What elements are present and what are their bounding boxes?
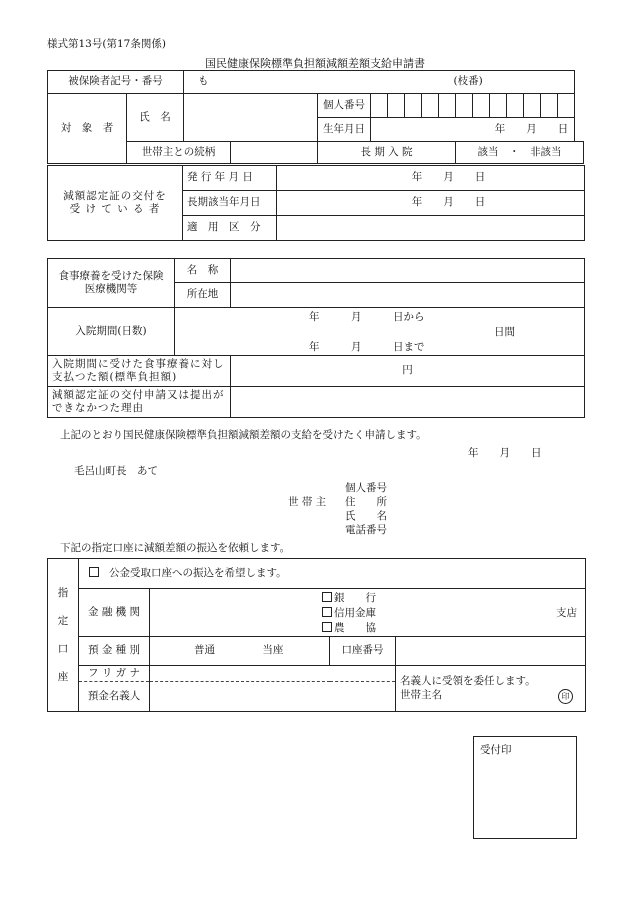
institution-label: 食事療養を受けた保険医療機関等 xyxy=(48,259,175,308)
paid-label: 入院期間に受けた食事療養に対し支払つた額(標準負担額) xyxy=(48,356,231,387)
public-account-checkbox[interactable] xyxy=(89,567,99,577)
delegate-text: 名義人に受領を委任します。 xyxy=(400,675,536,688)
head-personal-number-label: 個人番号 xyxy=(345,482,387,494)
reason-field[interactable] xyxy=(231,387,585,418)
stay-period-field[interactable] xyxy=(175,308,585,356)
stay-to: 年 月 日まで xyxy=(309,340,425,353)
certificate-table xyxy=(47,165,585,241)
reason-label: 減額認定証の交付申請又は提出ができなかつた理由 xyxy=(48,387,231,418)
long-term-date-field[interactable]: 年 月 日 xyxy=(277,191,585,216)
institution-address-field[interactable] xyxy=(231,283,585,308)
declaration-text: 上記のとおり国民健康保険標準負担額減額差額の支給を受けたく申請します。 xyxy=(60,429,427,441)
public-account-option[interactable] xyxy=(79,559,586,589)
category-label: 適 用 区 分 xyxy=(183,216,277,241)
holder-label: 預金名義人 xyxy=(79,682,150,712)
head-name-row[interactable] xyxy=(400,689,581,702)
bank-label: 金 融 機 関 xyxy=(79,589,150,637)
personal-number-digit[interactable] xyxy=(405,94,422,118)
form-title: 国民健康保険標準負担額減額差額支給申請書 xyxy=(205,57,425,70)
stay-from: 年 月 日から xyxy=(309,310,425,323)
bank-option-label: 信用金庫 xyxy=(334,606,376,619)
account-side-label xyxy=(48,559,79,712)
personal-number-digit[interactable] xyxy=(558,94,575,118)
certificate-label: 減額認定証の交付を受 け て い る 者 xyxy=(48,166,183,241)
account-table xyxy=(47,558,586,712)
declaration-date[interactable]: 年 月 日 xyxy=(468,447,542,459)
head-label: 世 帯 主 xyxy=(288,496,327,508)
personal-number-digit[interactable] xyxy=(388,94,405,118)
subject-table xyxy=(47,70,584,164)
bank-option-bank[interactable] xyxy=(322,592,376,605)
form-style-number: 様式第13号(第17条関係) xyxy=(47,38,166,50)
personal-number-digit[interactable] xyxy=(524,94,541,118)
bank-option-label: 農 協 xyxy=(334,621,376,634)
paid-amount-field[interactable]: 円 xyxy=(231,356,585,387)
bank-checkbox[interactable] xyxy=(322,592,332,602)
branch-label: 支店 xyxy=(556,606,577,619)
delegate-cell xyxy=(396,666,586,712)
seal-mark: 印 xyxy=(558,689,573,704)
insured-number-field[interactable] xyxy=(184,71,575,94)
side-char: 座 xyxy=(57,671,69,683)
bank-field[interactable] xyxy=(150,589,586,637)
bank-option-ja[interactable] xyxy=(322,622,376,635)
side-char: 指 xyxy=(57,587,69,599)
institution-name-label: 名 称 xyxy=(175,259,231,283)
holder-field[interactable] xyxy=(150,682,396,712)
birthdate-label: 生年月日 xyxy=(318,118,371,142)
personal-number-digit[interactable] xyxy=(439,94,456,118)
institution-address-label: 所在地 xyxy=(175,283,231,308)
type-current[interactable]: 当座 xyxy=(262,644,284,657)
account-type-field[interactable] xyxy=(150,637,330,666)
insured-prefix: も xyxy=(198,75,209,88)
furigana-label: フ リ ガ ナ xyxy=(79,666,150,682)
shinkin-checkbox[interactable] xyxy=(322,607,332,617)
name-label: 氏 名 xyxy=(127,94,184,142)
public-account-text: 公金受取口座への振込を希望します。 xyxy=(109,566,287,579)
personal-number-digit[interactable] xyxy=(422,94,439,118)
issue-date-field[interactable]: 年 月 日 xyxy=(277,166,585,191)
personal-number-digit[interactable] xyxy=(456,94,473,118)
institution-table xyxy=(47,258,585,418)
reception-stamp-label: 受付印 xyxy=(480,744,512,756)
personal-number-digit[interactable] xyxy=(490,94,507,118)
head-name-label: 氏 名 xyxy=(345,510,387,522)
issue-date-label: 発 行 年 月 日 xyxy=(183,166,277,191)
bank-option-shinkin[interactable] xyxy=(322,607,376,620)
personal-number-digit[interactable] xyxy=(507,94,524,118)
stay-days-unit: 日間 xyxy=(494,325,515,338)
personal-number-digit[interactable] xyxy=(541,94,558,118)
head-address-label: 住 所 xyxy=(345,496,387,508)
addressee: 毛呂山町長 あて xyxy=(74,465,158,477)
reception-stamp-box xyxy=(473,736,577,839)
personal-number-digit[interactable] xyxy=(371,94,388,118)
birthdate-field[interactable]: 年 月 日 xyxy=(371,118,575,142)
head-name-label: 世帯主名 xyxy=(400,688,442,701)
insured-label: 被保険者記号・番号 xyxy=(48,71,184,94)
account-number-label: 口座番号 xyxy=(330,637,396,666)
type-ordinary[interactable]: 普通 xyxy=(194,644,215,657)
relation-field[interactable] xyxy=(231,142,318,164)
long-term-date-label: 長期該当年月日 xyxy=(183,191,277,216)
personal-number-label: 個人番号 xyxy=(318,94,371,118)
subject-label: 対 象 者 xyxy=(48,94,127,164)
side-char: 定 xyxy=(57,615,69,627)
long-stay-label: 長 期 入 院 xyxy=(318,142,456,164)
ja-checkbox[interactable] xyxy=(322,622,332,632)
relation-label: 世帯主との続柄 xyxy=(127,142,231,164)
stay-label: 入院期間(日数) xyxy=(48,308,175,356)
account-type-label: 預 金 種 別 xyxy=(79,637,150,666)
institution-name-field[interactable] xyxy=(231,259,585,283)
account-number-field[interactable] xyxy=(396,637,586,666)
transfer-text: 下記の指定口座に減額差額の振込を依頼します。 xyxy=(60,542,291,554)
name-field[interactable] xyxy=(184,94,318,142)
branch-number-label: (枝番) xyxy=(453,75,483,88)
head-phone-label: 電話番号 xyxy=(345,524,387,536)
long-stay-options[interactable]: 該当 ・ 非該当 xyxy=(456,142,584,164)
category-field[interactable] xyxy=(277,216,585,241)
furigana-field[interactable] xyxy=(150,666,396,682)
personal-number-digit[interactable] xyxy=(473,94,490,118)
bank-option-label: 銀 行 xyxy=(334,591,376,604)
side-char: 口 xyxy=(57,643,69,655)
